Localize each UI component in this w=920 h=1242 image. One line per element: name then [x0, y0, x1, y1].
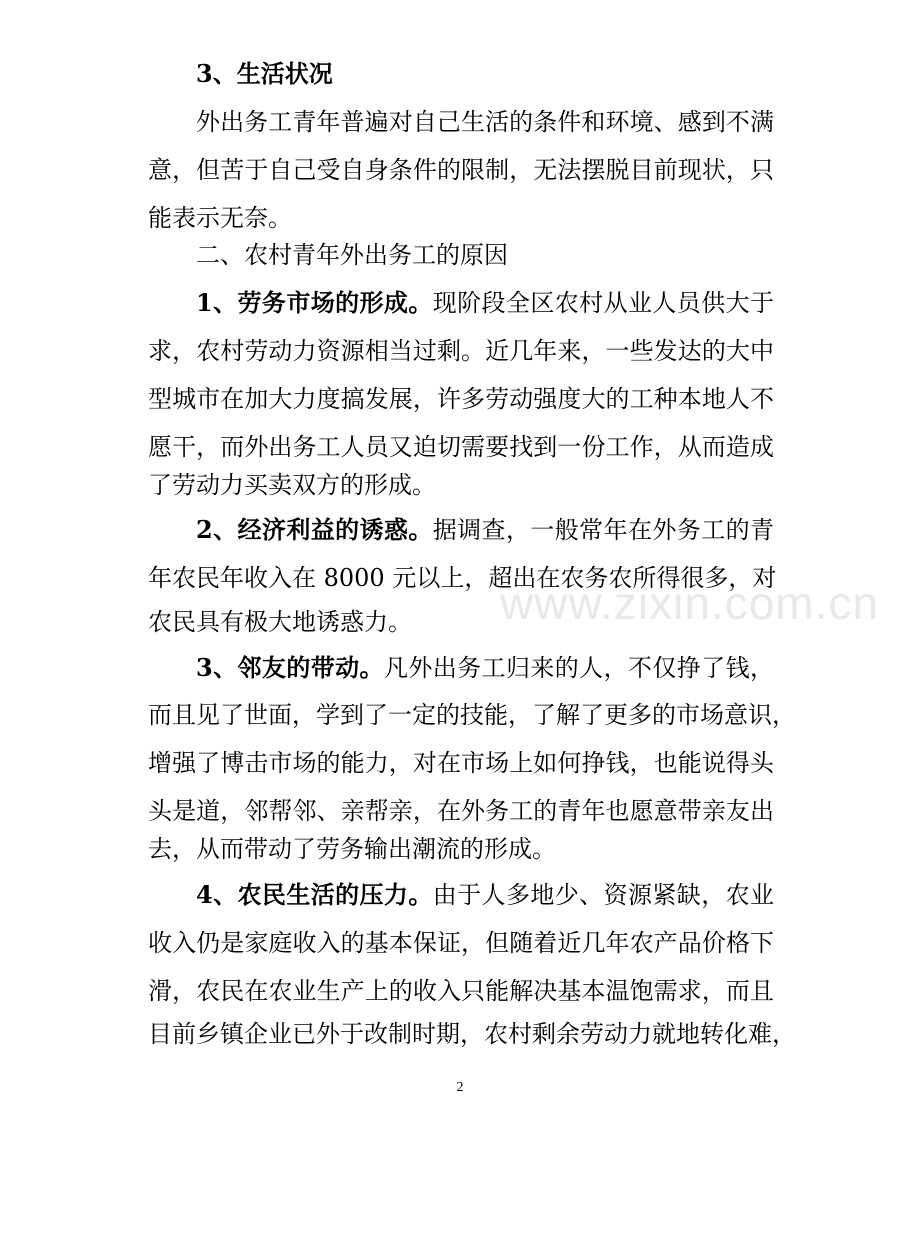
paragraph-line: 去，从而带动了劳务输出潮流的形成。	[148, 835, 556, 863]
paragraph-line: 农民具有极大地诱惑力。	[148, 608, 412, 636]
paragraph-text: 凡外出务工归来的人，不仅挣了钱，	[383, 654, 774, 682]
heading-living-conditions: 3、生活状况	[196, 59, 333, 88]
paragraph-line: 了劳动力买卖双方的形成。	[148, 471, 436, 499]
paragraph-line: 型城市在加大力度搞发展，许多劳动强度大的工种本地人不	[148, 385, 774, 413]
paragraph-lead-bold: 3、邻友的带动。	[196, 653, 384, 682]
paragraph-text: 由于人多地少、资源紧缺，农业	[432, 881, 775, 909]
paragraph-line: 愿干，而外出务工人员又迫切需要找到一份工作，从而造成	[148, 433, 774, 461]
paragraph-line	[196, 288, 775, 317]
paragraph-text: 据调查，一般常年在外务工的青	[432, 516, 775, 544]
paragraph-line: 目前乡镇企业已外于改制时期，农村剩余劳动力就地转化难，	[148, 1020, 796, 1048]
paragraph-line: 而且见了世面，学到了一定的技能，了解了更多的市场意识，	[148, 701, 796, 729]
paragraph-line: 能表示无奈。	[148, 204, 292, 232]
paragraph-line: 增强了博击市场的能力，对在市场上如何挣钱，也能说得头	[148, 749, 774, 777]
paragraph-line: 滑，农民在农业生产上的收入只能解决基本温饱需求，而且	[148, 977, 774, 1005]
paragraph-line	[196, 653, 774, 682]
paragraph-line: 求，农村劳动力资源相当过剩。近几年来，一些发达的大中	[148, 337, 774, 365]
paragraph-lead-bold: 4、农民生活的压力。	[196, 880, 433, 909]
paragraph-line: 外出务工青年普遍对自己生活的条件和环境、感到不满	[196, 108, 774, 136]
paragraph-line	[196, 515, 775, 544]
paragraph-line: 头是道，邻帮邻、亲帮亲，在外务工的青年也愿意带亲友出	[148, 797, 774, 825]
paragraph-lead-bold: 2、经济利益的诱惑。	[196, 515, 433, 544]
heading-reasons: 二、农村青年外出务工的原因	[196, 241, 508, 269]
paragraph-line: 收入仍是家庭收入的基本保证，但随着近几年农产品价格下	[148, 929, 774, 957]
paragraph-line: 意，但苦于自己受自身条件的限制，无法摆脱目前现状，只	[148, 156, 774, 184]
page-number: 2	[456, 1080, 464, 1095]
watermark: www.zixin.com.cn	[500, 577, 879, 629]
paragraph-lead-bold: 1、劳务市场的形成。	[196, 288, 433, 317]
paragraph-line	[196, 880, 775, 909]
paragraph-line: 年农民年收入在 8000 元以上，超出在农务农所得很多，对	[148, 564, 777, 592]
paragraph-text: 现阶段全区农村从业人员供大于	[432, 289, 775, 317]
